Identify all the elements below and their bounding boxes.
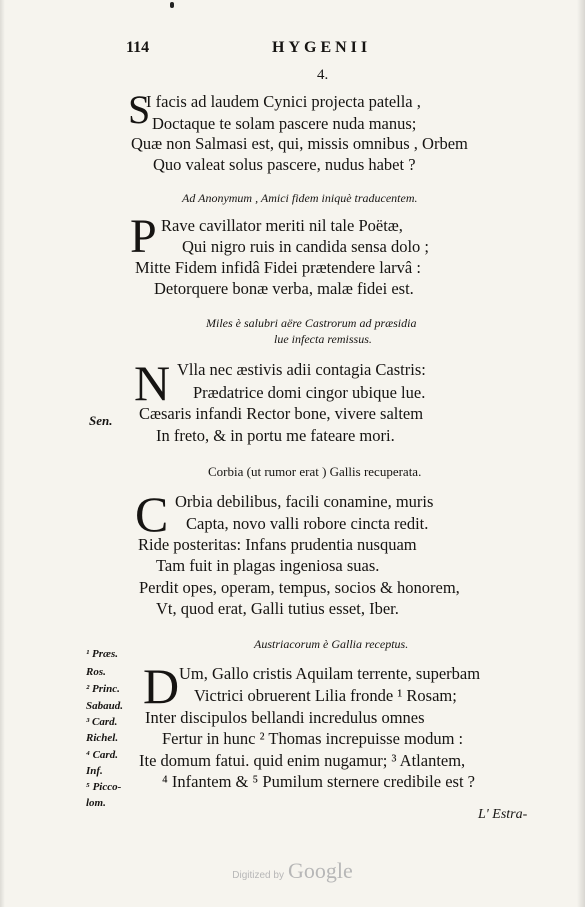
verse-line: Mitte Fidem infidâ Fidei prætendere larvâ : <box>135 258 421 277</box>
page-number: 114 <box>126 39 150 56</box>
verse-line: Capta, novo valli robore cincta redit. <box>186 514 429 533</box>
poem-number: 4. <box>317 67 329 83</box>
drop-cap: S <box>128 87 151 132</box>
running-title: HYGENII <box>272 39 372 56</box>
poem-heading <box>208 465 421 478</box>
margin-note: ⁵ Picco- <box>86 781 122 793</box>
verse-line: Cæsaris infandi Rector bone, vivere saltem <box>139 404 424 423</box>
watermark-brand: Google <box>287 858 353 883</box>
verse-line: I facis ad laudem Cynici projecta patella , <box>146 92 421 111</box>
verse-line: Orbia debilibus, facili conamine, muris <box>175 492 434 511</box>
poem-heading: lue infecta remissus. <box>274 332 372 346</box>
drop-cap: C <box>135 486 169 542</box>
verse-line: Ride posteritas: Infans prudentia nusquam <box>138 535 417 554</box>
drop-cap: N <box>134 355 171 411</box>
verse-line: Quæ non Salmasi est, qui, missis omnibus , Orbem <box>131 134 468 153</box>
verse-line: Rave cavillator meriti nil tale Poëtæ, <box>161 216 403 235</box>
verse-line: Prædatrice domi cingor ubique lue. <box>193 383 426 402</box>
verse-line: Fertur in hunc ² Thomas increpuisse modum : <box>162 729 464 748</box>
poem-heading: Austriacorum è Gallia receptus. <box>254 637 409 651</box>
margin-note: Inf. <box>86 765 103 777</box>
page-left-shadow <box>0 0 5 907</box>
verse-line: Tam fuit in plagas ingeniosa suas. <box>156 556 380 575</box>
verse-line: Inter discipulos bellandi incredulus omnes <box>145 708 425 727</box>
drop-cap: P <box>130 210 157 263</box>
verse-line: Doctaque te solam pascere nuda manus; <box>152 114 417 133</box>
margin-note: ¹ Præs. <box>86 648 119 660</box>
ink-speck <box>170 2 174 8</box>
margin-note: ³ Card. <box>86 716 118 728</box>
verse-line: In freto, & in portu me fateare mori. <box>156 426 395 445</box>
margin-note: Sen. <box>89 413 113 428</box>
verse-line: Quo valeat solus pascere, nudus habet ? <box>153 155 416 174</box>
digitization-watermark <box>0 858 585 884</box>
margin-note: Richel. <box>86 732 119 744</box>
poem-heading-text: Corbia (ut rumor erat ) Gallis recuperata. <box>208 464 422 479</box>
verse-line: Um, Gallo cristis Aquilam terrente, superbam <box>179 664 481 683</box>
verse-line: Detorquere bonæ verba, malæ fidei est. <box>154 279 414 298</box>
catchword: L' Estra- <box>478 807 528 822</box>
margin-note: ⁴ Card. <box>86 749 118 761</box>
verse-line: Ite domum fatui. quid enim nugamur; ³ Atlantem, <box>139 751 466 770</box>
verse-line: Qui nigro ruis in candida sensa dolo ; <box>182 237 430 256</box>
margin-note: ² Princ. <box>86 683 120 695</box>
margin-note: Ros. <box>86 666 106 678</box>
verse-line: Victrici obruerent Lilia fronde ¹ Rosam; <box>194 686 457 705</box>
poem-heading: Miles è salubri aëre Castrorum ad præsidia <box>206 316 417 330</box>
margin-note: lom. <box>86 797 106 809</box>
margin-note: Sabaud. <box>86 700 123 712</box>
verse-line: Vlla nec æstivis adii contagia Castris: <box>177 360 426 379</box>
poem-heading: Ad Anonymum , Amici fidem iniquè traducentem. <box>182 191 418 205</box>
watermark-prefix: Digitized by <box>232 870 284 881</box>
drop-cap: D <box>143 658 180 714</box>
verse-line: Vt, quod erat, Galli tutius esset, Iber. <box>156 599 399 618</box>
verse-line: Perdit opes, operam, tempus, socios & honorem, <box>139 578 460 597</box>
verse-line: ⁴ Infantem & ⁵ Pumilum sternere credibile est ? <box>162 772 475 791</box>
page-right-shadow <box>577 0 585 907</box>
